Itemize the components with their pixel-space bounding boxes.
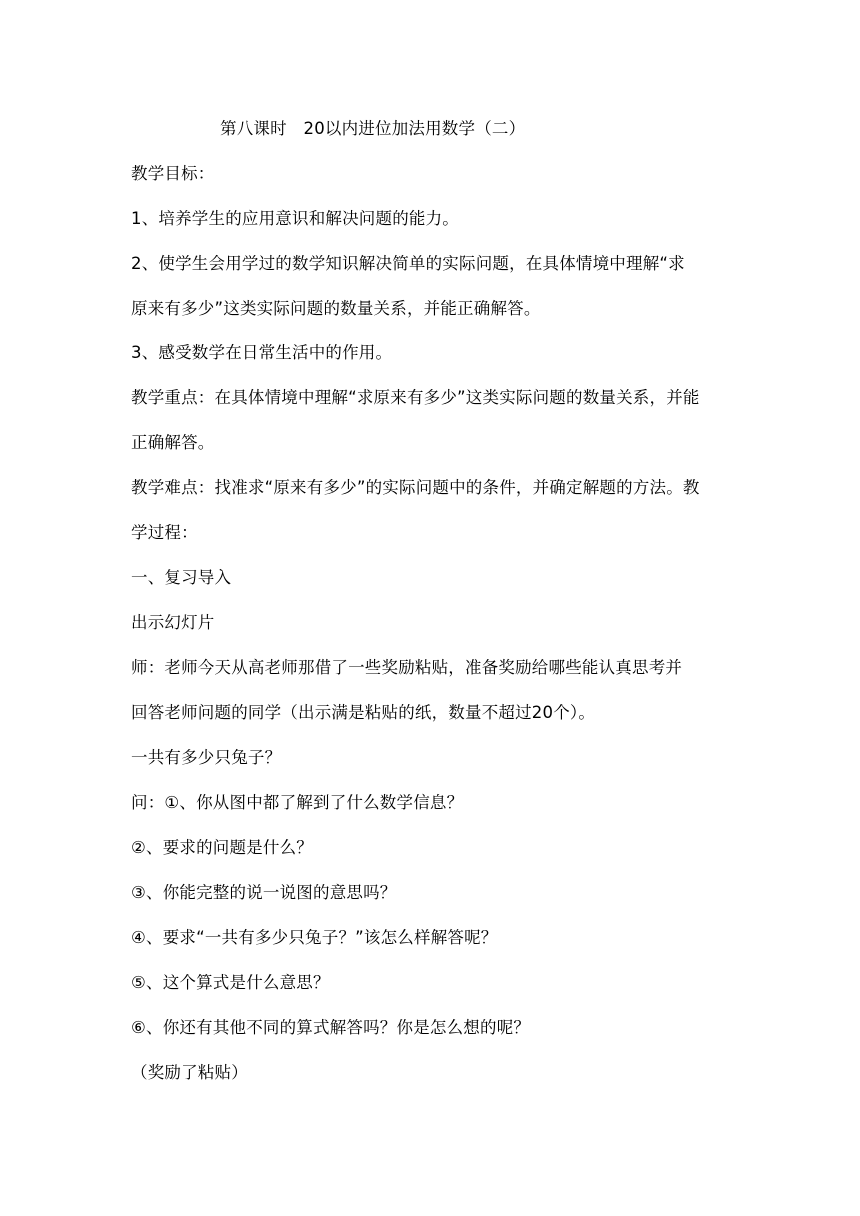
paragraph-line-difficult-point: 教学难点：找准求“原来有多少”的实际问题中的条件，并确定解题的方法。教 <box>131 478 700 497</box>
paragraph-line: 2、使学生会用学过的数学知识解决简单的实际问题，在具体情境中理解“求 <box>131 254 685 273</box>
paragraph-line: 一共有多少只兔子？ <box>131 748 282 767</box>
paragraph-line: 原来有多少”这类实际问题的数量关系，并能正确解答。 <box>131 299 541 318</box>
question-line: ②、要求的问题是什么？ <box>131 838 313 857</box>
section-heading-objectives: 教学目标： <box>131 164 215 183</box>
question-line: 问：①、你从图中都了解到了什么数学信息？ <box>131 793 464 812</box>
paragraph-line: 学过程： <box>131 523 198 542</box>
question-line: ④、要求“一共有多少只兔子？”该怎么样解答呢？ <box>131 928 498 947</box>
section-heading-review: 一、复习导入 <box>131 568 232 587</box>
document-title: 第八课时 20以内进位加法用数学（二） <box>220 119 526 138</box>
paragraph-line: 3、感受数学在日常生活中的作用。 <box>131 343 393 362</box>
paragraph-line: 1、培养学生的应用意识和解决问题的能力。 <box>131 209 459 228</box>
paragraph-line-key-point: 教学重点：在具体情境中理解“求原来有多少”这类实际问题的数量关系，并能 <box>131 388 700 407</box>
paragraph-line: 师：老师今天从高老师那借了一些奖励粘贴，准备奖励给哪些能认真思考并 <box>131 658 683 677</box>
question-line: ⑥、你还有其他不同的算式解答吗？你是怎么想的呢？ <box>131 1018 531 1037</box>
paragraph-line: 出示幻灯片 <box>131 613 215 632</box>
question-line: ③、你能完整的说一说图的意思吗？ <box>131 883 397 902</box>
paragraph-line: 回答老师问题的同学（出示满是粘贴的纸，数量不超过20个）。 <box>131 703 596 722</box>
paragraph-line: 正确解答。 <box>131 433 215 452</box>
question-line: ⑤、这个算式是什么意思？ <box>131 973 330 992</box>
paragraph-line-note: （奖励了粘贴） <box>131 1063 248 1082</box>
